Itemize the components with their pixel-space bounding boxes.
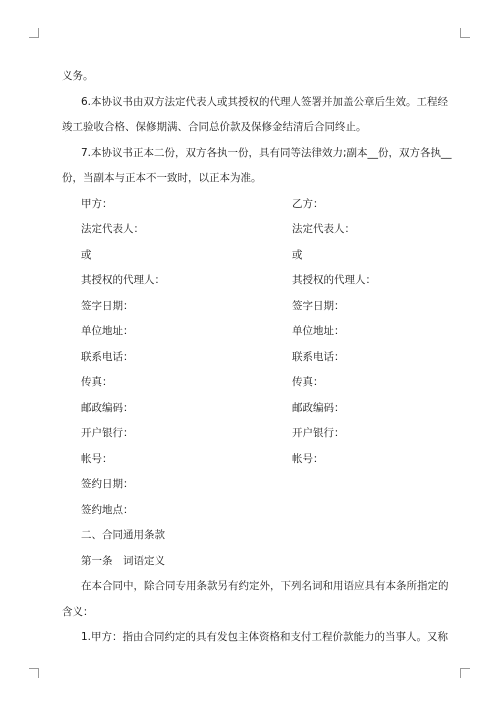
party-a-field: 单位地址： — [81, 325, 134, 337]
crop-mark-top-right — [460, 28, 470, 38]
party-b-field: 法定代表人： — [292, 223, 355, 235]
paragraph-line: 义务。 — [62, 70, 94, 82]
party-b-field: 联系电话： — [292, 350, 345, 363]
signature-row — [62, 447, 440, 473]
party-b-field: 乙方： — [292, 197, 324, 210]
signature-row — [62, 217, 440, 243]
party-b-field: 单位地址： — [292, 325, 345, 337]
paragraph-line: 竣工验收合格、保修期满、合同总价款及保修金结清后合同终止。 — [62, 121, 367, 133]
crop-mark-bottom-right — [460, 668, 470, 678]
document-body — [62, 64, 452, 651]
paragraph-line: 份，当副本与正本不一致时，以正本为准。 — [62, 172, 262, 184]
paragraph-line: 在本合同中，除合同专用条款另有约定外，下列名词和用语应具有本条所指定的 — [81, 580, 449, 592]
article-heading: 第一条 词语定义 — [81, 554, 165, 567]
party-a-field: 甲方： — [81, 197, 113, 210]
party-b-field: 签字日期： — [292, 299, 345, 312]
paragraph-line: 7.本协议书正本二份，双方各执一份，具有同等法律效力;副本__份，双方各执__ — [81, 146, 452, 159]
party-a-field: 传真： — [81, 376, 113, 388]
paragraph-line: 含义： — [62, 605, 94, 618]
signature-row — [62, 294, 440, 320]
party-a-field: 联系电话： — [81, 350, 134, 363]
signature-row — [62, 192, 440, 218]
party-a-field: 签字日期： — [81, 299, 134, 312]
party-a-field: 其授权的代理人： — [81, 274, 165, 286]
sign-date-line: 签约日期： — [81, 478, 134, 490]
sign-place-line: 签约地点： — [81, 503, 134, 516]
party-a-field: 或 — [81, 248, 92, 261]
party-b-field: 或 — [292, 248, 303, 261]
signature-row — [62, 421, 440, 447]
signature-row — [62, 243, 440, 269]
crop-mark-top-left — [29, 28, 39, 38]
party-a-field: 帐号： — [81, 452, 113, 465]
party-b-field: 其授权的代理人： — [292, 274, 376, 286]
party-a-field: 开户银行： — [81, 427, 134, 439]
section-heading: 二、合同通用条款 — [81, 529, 165, 541]
signature-row — [62, 396, 440, 422]
party-a-field: 邮政编码： — [81, 401, 134, 414]
party-b-field: 帐号： — [292, 452, 324, 465]
party-b-field: 开户银行： — [292, 427, 345, 439]
crop-mark-bottom-left — [29, 668, 39, 678]
party-a-field: 法定代表人： — [81, 223, 144, 235]
paragraph-line: 6.本协议书由双方法定代表人或其授权的代理人签署并加盖公章后生效。工程经 — [81, 95, 449, 108]
signature-row — [62, 370, 440, 396]
signature-row — [62, 345, 440, 371]
paragraph-line: 1.甲方：指由合同约定的具有发包主体资格和支付工程价款能力的当事人。又称 — [81, 631, 449, 643]
signature-row — [62, 268, 440, 294]
party-b-field: 邮政编码： — [292, 401, 345, 414]
party-b-field: 传真： — [292, 376, 324, 388]
signature-row — [62, 319, 440, 345]
